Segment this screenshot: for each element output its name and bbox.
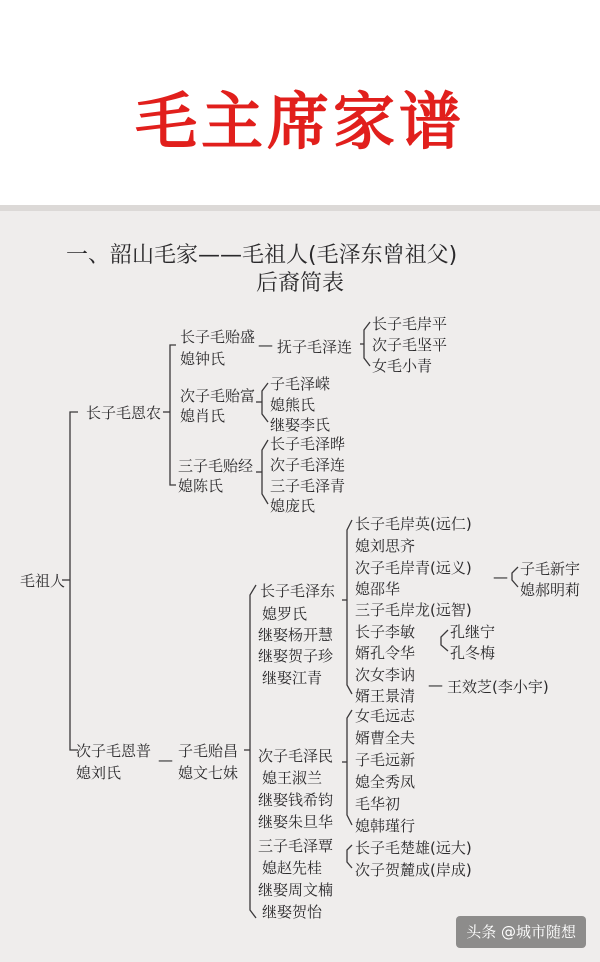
b11-child1: 长子毛岸平 (372, 315, 448, 333)
headline: 毛主席家谱 (134, 85, 465, 158)
zm-child6: 媳韩瑾行 (355, 817, 416, 835)
zm-child3: 子毛远新 (355, 751, 416, 769)
b11-line1: 长子毛贻盛 (180, 328, 256, 346)
zd-child6: 长子李敏 (355, 623, 416, 641)
zt-child2: 次子贺麓成(岸成) (355, 861, 472, 879)
b11-adopt: 抚子毛泽连 (277, 338, 353, 356)
lm-brace (441, 630, 448, 651)
b13-line2: 媳陈氏 (178, 477, 224, 495)
zd-child9: 婿王景清 (355, 687, 416, 705)
b13-child1: 长子毛泽晔 (270, 435, 346, 453)
b13-brace (262, 440, 268, 504)
zd-line2: 媳罗氏 (262, 605, 308, 623)
zd-child7: 婿孔令华 (355, 644, 416, 662)
zd-brace (347, 520, 352, 694)
b13-child4: 媳庞氏 (270, 497, 316, 515)
zd-line1: 长子毛泽东 (260, 582, 336, 600)
grandchild-4: 孔冬梅 (450, 644, 496, 662)
b2-line2: 媳刘氏 (76, 764, 122, 782)
zd-line4: 继娶贺子珍 (258, 647, 334, 665)
source-watermark: 头条 @城市随想 (456, 916, 586, 948)
zt-line2: 媳赵先桂 (262, 859, 323, 877)
zd-line5: 继娶江青 (262, 669, 323, 687)
zt-line1: 三子毛泽覃 (258, 837, 334, 855)
zd-line3: 继娶杨开慧 (258, 626, 334, 644)
zm-line3: 继娶钱希钧 (258, 791, 334, 809)
zt-brace (347, 845, 352, 868)
root-person: 毛祖人 (20, 572, 66, 590)
zm-line4: 继娶朱旦华 (258, 813, 334, 831)
b11-dash: — (258, 336, 273, 354)
b2-son2: 媳文七妹 (178, 764, 239, 782)
zt-line3: 继娶周文楠 (258, 881, 334, 899)
b13-child3: 三子毛泽青 (270, 477, 346, 495)
zt-child1: 长子毛楚雄(远大) (355, 839, 472, 857)
zd-child8: 次女李讷 (355, 666, 416, 684)
grandchild-3: 孔继宁 (450, 623, 496, 641)
zd-dash1: — (493, 568, 508, 586)
zd-child4: 媳邵华 (355, 580, 401, 598)
b11-brace (364, 322, 370, 366)
grandchild-1: 子毛新宇 (520, 560, 581, 578)
b11-child2: 次子毛坚平 (372, 336, 448, 354)
b1-brace (170, 345, 176, 485)
zm-child1: 女毛远志 (355, 707, 416, 725)
b2-son1: 子毛贻昌 (178, 742, 239, 760)
zm-brace (347, 710, 352, 825)
s-brace (250, 585, 256, 918)
doc-title: 一、韶山毛家——毛祖人(毛泽东曾祖父) (66, 243, 458, 268)
zd-child2: 媳刘思齐 (355, 537, 416, 555)
zt-line4: 继娶贺怡 (262, 903, 323, 921)
zm-child4: 媳全秀凤 (355, 773, 416, 791)
b2-line1: 次子毛恩普 (76, 742, 152, 760)
b12-line2: 媳肖氏 (180, 407, 226, 425)
grandchild-5: 王效芝(李小宇) (447, 678, 549, 696)
b1-line1: 长子毛恩农 (86, 404, 162, 422)
zd-child1: 长子毛岸英(远仁) (355, 515, 472, 533)
zm-child5: 毛华初 (355, 795, 401, 813)
b12-child1: 子毛泽嵘 (270, 375, 331, 393)
b12-child3: 继娶李氏 (270, 416, 331, 434)
zd-child5: 三子毛岸龙(远智) (355, 601, 472, 619)
aq-brace (512, 567, 518, 587)
b11-line2: 媳钟氏 (180, 350, 226, 368)
zm-child2: 婿曹全夫 (355, 729, 416, 747)
zm-line2: 媳王淑兰 (262, 769, 323, 787)
b13-line1: 三子毛贻经 (178, 457, 254, 475)
b12-brace (262, 383, 268, 422)
doc-subtitle: 后裔简表 (256, 271, 345, 296)
b11-child3: 女毛小青 (372, 357, 433, 375)
zd-dash2: — (428, 676, 443, 694)
zd-child3: 次子毛岸青(远义) (355, 559, 472, 577)
root-brace (70, 412, 78, 750)
zm-line1: 次子毛泽民 (258, 747, 334, 765)
grandchild-2: 媳郝明莉 (520, 581, 581, 599)
b13-child2: 次子毛泽连 (270, 456, 346, 474)
b12-line1: 次子毛贻富 (180, 387, 256, 405)
b12-child2: 媳熊氏 (270, 396, 316, 414)
b2-dash: — (158, 751, 173, 769)
